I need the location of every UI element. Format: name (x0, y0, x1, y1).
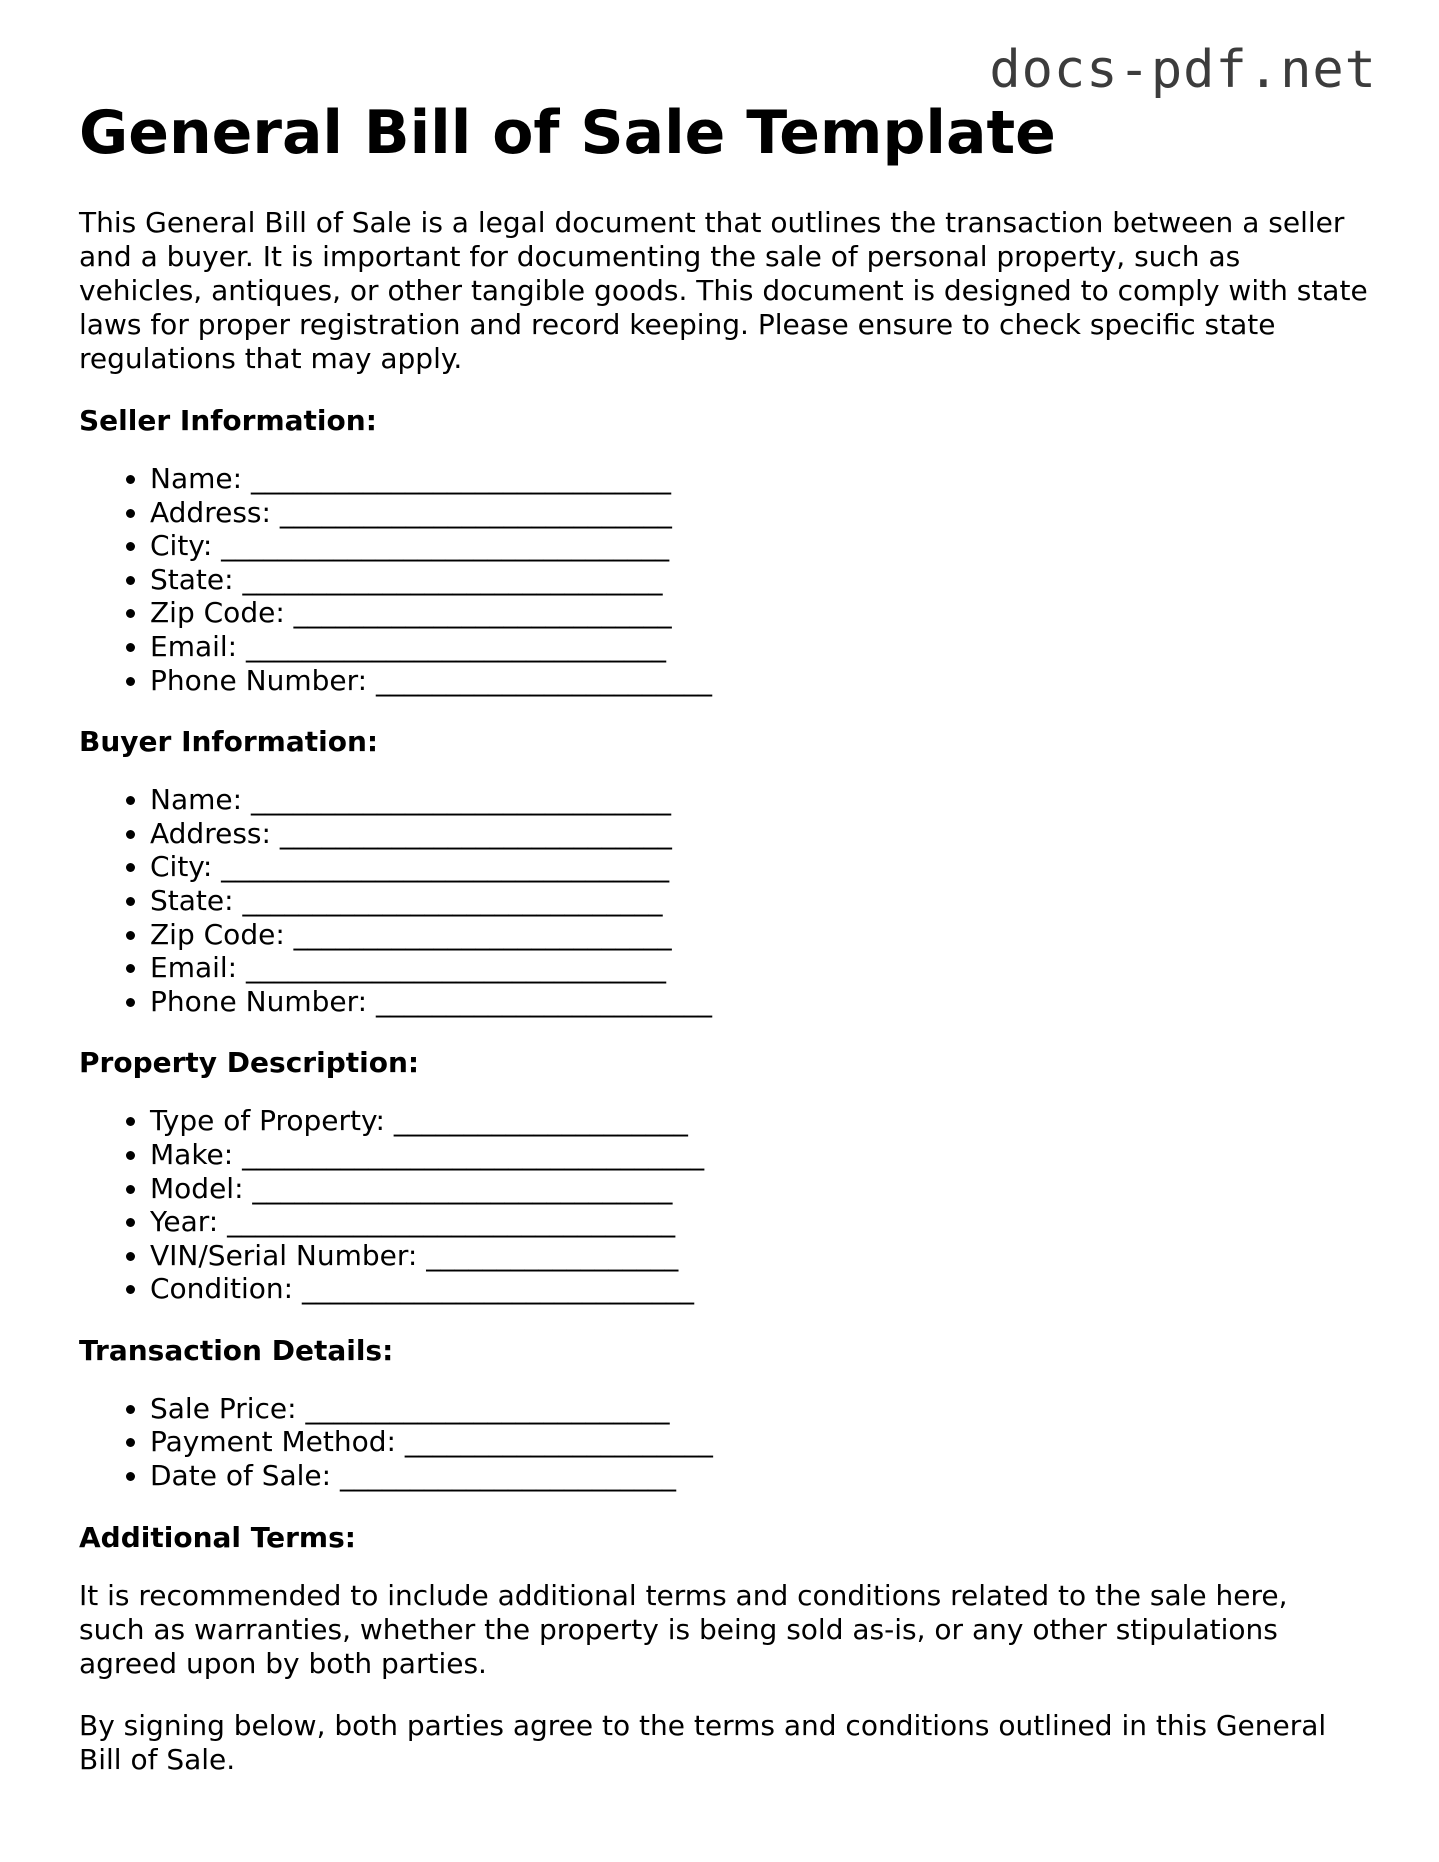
property-fields-list (79, 1104, 1359, 1306)
property-model-field: • Model: ______________________________ (150, 1172, 1359, 1206)
date-of-sale-field: • Date of Sale: ________________________ (150, 1459, 1359, 1493)
property-vin-field: • VIN/Serial Number: __________________ (150, 1239, 1359, 1273)
buyer-state-field: • State: ______________________________ (150, 884, 1359, 918)
buyer-zip-field: • Zip Code: ___________________________ (150, 918, 1359, 952)
property-make-field: • Make: _________________________________ (150, 1138, 1359, 1172)
transaction-heading: Transaction Details: (79, 1333, 394, 1367)
buyer-fields-list (79, 783, 1359, 1018)
buyer-email-field: • Email: ______________________________ (150, 951, 1359, 985)
watermark: docs-pdf.net (989, 40, 1377, 100)
closing-statement: By signing below, both parties agree to the terms and conditions outlined in this General Bill of Sale. (79, 1708, 1327, 1776)
transaction-section (79, 1334, 1359, 1493)
property-condition-field: • Condition: ____________________________ (150, 1272, 1359, 1306)
buyer-phone-field: • Phone Number: ________________________ (150, 985, 1359, 1019)
transaction-fields-list (79, 1392, 1359, 1493)
payment-method-field: • Payment Method: ______________________ (150, 1425, 1359, 1459)
additional-terms-section (79, 1521, 1359, 1681)
buyer-city-field: • City: ________________________________ (150, 850, 1359, 884)
document (79, 98, 1368, 1777)
buyer-section (79, 725, 1359, 1018)
seller-email-field: • Email: ______________________________ (150, 630, 1359, 664)
seller-heading: Seller Information: (79, 404, 377, 437)
property-type-field: • Type of Property: _____________________ (150, 1104, 1359, 1138)
sale-price-field: • Sale Price: __________________________ (150, 1392, 1359, 1426)
seller-state-field: • State: ______________________________ (150, 563, 1359, 597)
property-year-field: • Year: ________________________________ (150, 1205, 1359, 1239)
seller-fields-list (79, 462, 1359, 697)
seller-city-field: • City: ________________________________ (150, 529, 1359, 563)
seller-phone-field: • Phone Number: ________________________ (150, 664, 1359, 698)
intro-paragraph: This General Bill of Sale is a legal document that outlines the transaction between a seller and a buyer. It is important for documenting the sale of personal property, such as vehicles, antiques, or other tangible goods. This document is designed to comply with state laws for proper registration and record keeping. Please ensure to check specific state regulations that may apply. (79, 206, 1368, 375)
additional-terms-heading: Additional Terms: (79, 1520, 356, 1554)
seller-section (79, 404, 1359, 697)
buyer-heading: Buyer Information: (79, 725, 379, 759)
buyer-name-field: • Name: ______________________________ (150, 783, 1359, 817)
page-title: General Bill of Sale Template (79, 98, 1056, 168)
property-section (79, 1046, 1359, 1306)
property-heading: Property Description: (79, 1046, 420, 1080)
seller-address-field: • Address: ____________________________ (150, 496, 1359, 530)
additional-terms-text: It is recommended to include additional terms and conditions related to the sale here, such as warranties, whether the property is being sold as-is, or any other stipulations agreed upon by both parties. (79, 1578, 1288, 1680)
seller-name-field: • Name: ______________________________ (150, 462, 1359, 496)
seller-zip-field: • Zip Code: ___________________________ (150, 596, 1359, 630)
buyer-address-field: • Address: ____________________________ (150, 817, 1359, 851)
